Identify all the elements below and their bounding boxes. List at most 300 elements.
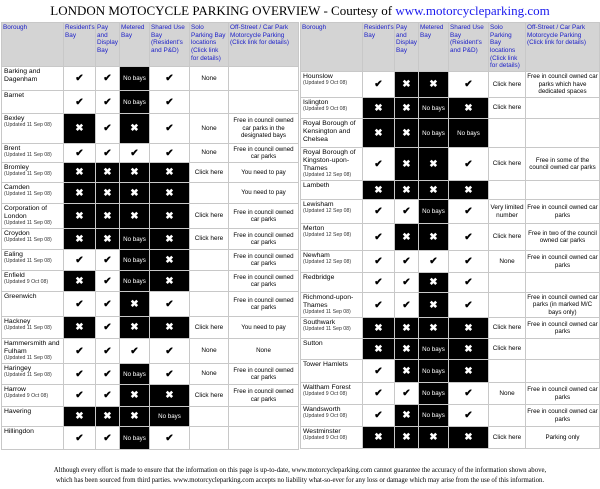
off-street-cell bbox=[229, 67, 299, 91]
off-street-cell: Free in council owned car parks bbox=[229, 385, 299, 407]
residents-tick-icon: ✔ bbox=[64, 385, 96, 407]
updated-date: (Updated 11 Sep 08) bbox=[4, 354, 52, 361]
pay-display-cross-icon: ✖ bbox=[395, 72, 419, 98]
updated-date: (Updated 12 Sep 08) bbox=[303, 171, 352, 178]
off-street-cell: None bbox=[229, 339, 299, 364]
solo-parking-cell: None bbox=[190, 144, 229, 163]
pay-display-cross-icon: ✖ bbox=[395, 318, 419, 339]
residents-tick-icon: ✔ bbox=[64, 144, 96, 163]
table-row bbox=[301, 200, 600, 224]
off-street-cell: You need to pay bbox=[229, 183, 299, 204]
metered-cross-icon: ✖ bbox=[419, 427, 449, 449]
shared-use-cross-icon: ✖ bbox=[449, 360, 489, 383]
borough-name: Sutton bbox=[303, 340, 323, 348]
pay-display-cross-icon: ✖ bbox=[395, 360, 419, 383]
borough-cell bbox=[301, 427, 363, 449]
solo-parking-link[interactable]: Click here bbox=[190, 204, 229, 229]
solo-parking-link[interactable]: Click here bbox=[489, 98, 526, 119]
solo-parking-cell bbox=[190, 183, 229, 204]
solo-parking-link[interactable]: Click here bbox=[489, 72, 526, 98]
off-street-cell bbox=[526, 339, 600, 360]
residents-cross-icon: ✖ bbox=[363, 339, 395, 360]
metered-cross-icon: ✖ bbox=[120, 317, 150, 339]
shared-use-cross-icon: ✖ bbox=[449, 339, 489, 360]
solo-parking-link[interactable]: Click here bbox=[190, 229, 229, 250]
off-street-cell: Free in council owned car parks bbox=[526, 405, 600, 427]
off-street-cell bbox=[229, 407, 299, 427]
borough-name: Tower Hamlets bbox=[303, 361, 348, 369]
borough-name: Hillingdon bbox=[4, 428, 34, 435]
residents-cross-icon: ✖ bbox=[363, 427, 395, 449]
borough-cell bbox=[2, 163, 64, 183]
metered-cross-icon: ✖ bbox=[419, 318, 449, 339]
solo-parking-cell bbox=[489, 405, 526, 427]
off-street-cell: Free in council owned car parks (in marked M/C bays only) bbox=[527, 293, 598, 316]
page-title bbox=[0, 3, 600, 19]
borough-cell bbox=[2, 144, 64, 163]
metered-no-bays: No bays bbox=[419, 200, 449, 224]
table-row bbox=[301, 383, 600, 405]
pay-display-cross-icon: ✖ bbox=[395, 181, 419, 200]
shared-use-tick-icon: ✔ bbox=[449, 383, 489, 405]
off-street-cell bbox=[229, 91, 299, 114]
header-residents-bay: Resident's Bay bbox=[64, 23, 96, 67]
pay-display-cross-icon: ✖ bbox=[96, 183, 120, 204]
borough-cell bbox=[2, 364, 64, 385]
borough-name: Richmond-upon-Thames bbox=[303, 294, 354, 309]
residents-cross-icon: ✖ bbox=[363, 119, 395, 148]
solo-parking-link[interactable]: Click here bbox=[489, 339, 526, 360]
residents-cross-icon: ✖ bbox=[363, 181, 395, 200]
metered-cross-icon: ✖ bbox=[120, 407, 150, 427]
residents-tick-icon: ✔ bbox=[363, 251, 395, 273]
borough-cell bbox=[2, 407, 64, 427]
header-shared-use-bay: Shared Use Bay (Resident's and P&D) bbox=[150, 23, 190, 67]
updated-date: (Updated 9 Oct 08) bbox=[4, 278, 49, 285]
off-street-cell bbox=[526, 273, 600, 293]
table-row bbox=[301, 224, 600, 251]
metered-no-bays: No bays bbox=[120, 364, 150, 385]
updated-date: (Updated 12 Sep 08) bbox=[303, 231, 352, 238]
residents-tick-icon: ✔ bbox=[64, 250, 96, 271]
off-street-cell: Free in council owned car parks which have dedicated spaces bbox=[526, 72, 600, 98]
parking-table-right bbox=[300, 22, 600, 449]
table-row bbox=[2, 114, 299, 144]
solo-parking-cell: None bbox=[190, 364, 229, 385]
table-row bbox=[2, 385, 299, 407]
solo-parking-link[interactable]: Click here bbox=[190, 317, 229, 339]
table-row bbox=[2, 229, 299, 250]
off-street-cell: Parking only bbox=[526, 427, 600, 449]
pay-display-tick-icon: ✔ bbox=[96, 292, 120, 317]
off-street-cell: Free in some of the council owned car parks bbox=[526, 148, 600, 181]
borough-name: Merton bbox=[303, 225, 325, 233]
shared-use-cross-icon: ✖ bbox=[150, 385, 190, 407]
table-row bbox=[301, 148, 600, 181]
updated-date: (Updated 9 Oct 08) bbox=[303, 434, 348, 441]
residents-tick-icon: ✔ bbox=[64, 292, 96, 317]
borough-name: Brent bbox=[4, 145, 21, 152]
metered-no-bays: No bays bbox=[419, 405, 449, 427]
updated-date: (Updated 9 Oct 08) bbox=[303, 390, 348, 397]
table-row bbox=[2, 204, 299, 229]
solo-parking-link[interactable]: Click here bbox=[190, 163, 229, 183]
table-row bbox=[301, 405, 600, 427]
borough-name: Lewisham bbox=[303, 201, 334, 209]
borough-cell bbox=[301, 405, 363, 427]
updated-date: (Updated 11 Sep 08) bbox=[4, 236, 52, 243]
table-row bbox=[2, 183, 299, 204]
shared-use-cross-icon: ✖ bbox=[150, 271, 190, 292]
pay-display-cross-icon: ✖ bbox=[96, 407, 120, 427]
off-street-cell: Free in council owned car parks bbox=[526, 318, 600, 339]
residents-tick-icon: ✔ bbox=[363, 360, 395, 383]
shared-use-cross-icon: ✖ bbox=[449, 98, 489, 119]
table-row bbox=[301, 181, 600, 200]
shared-use-tick-icon: ✔ bbox=[150, 91, 190, 114]
updated-date: (Updated 11 Sep 08) bbox=[4, 170, 52, 177]
pay-display-cross-icon: ✖ bbox=[395, 98, 419, 119]
shared-use-tick-icon: ✔ bbox=[150, 67, 190, 91]
off-street-cell: Free in two of the council owned car parks bbox=[526, 224, 600, 251]
updated-date: (Updated 11 Sep 08) bbox=[4, 324, 52, 331]
pay-display-tick-icon: ✔ bbox=[96, 317, 120, 339]
borough-cell bbox=[301, 251, 363, 273]
header-borough: Borough bbox=[2, 23, 64, 67]
residents-tick-icon: ✔ bbox=[64, 364, 96, 385]
shared-use-cross-icon: ✖ bbox=[150, 317, 190, 339]
off-street-cell: Free in council owned car parks bbox=[229, 271, 299, 292]
table-row bbox=[301, 251, 600, 273]
metered-no-bays: No bays bbox=[120, 427, 150, 450]
residents-cross-icon: ✖ bbox=[363, 98, 395, 119]
updated-date: (Updated 11 Sep 08) bbox=[303, 308, 351, 315]
borough-name: Barnet bbox=[4, 92, 25, 99]
borough-name: Croydon bbox=[4, 230, 30, 237]
pay-display-cross-icon: ✖ bbox=[96, 204, 120, 229]
pay-display-cross-icon: ✖ bbox=[395, 224, 419, 251]
metered-tick-icon: ✔ bbox=[120, 144, 150, 163]
residents-tick-icon: ✔ bbox=[363, 405, 395, 427]
shared-use-cross-icon: ✖ bbox=[150, 183, 190, 204]
updated-date: (Updated 9 Oct 08) bbox=[303, 412, 348, 419]
borough-name: Wandsworth bbox=[303, 406, 341, 414]
metered-no-bays: No bays bbox=[419, 119, 449, 148]
metered-cross-icon: ✖ bbox=[419, 293, 449, 318]
residents-tick-icon: ✔ bbox=[363, 293, 395, 318]
metered-no-bays: No bays bbox=[120, 250, 150, 271]
pay-display-tick-icon: ✔ bbox=[395, 200, 419, 224]
borough-name: Royal Borough of Kingston-upon-Thames bbox=[303, 149, 356, 172]
solo-parking-cell bbox=[489, 273, 526, 293]
shared-use-tick-icon: ✔ bbox=[150, 339, 190, 364]
borough-name: Southwark bbox=[303, 319, 336, 327]
metered-cross-icon: ✖ bbox=[120, 114, 150, 144]
table-row bbox=[301, 318, 600, 339]
off-street-cell bbox=[526, 181, 600, 200]
borough-cell bbox=[301, 339, 363, 360]
residents-cross-icon: ✖ bbox=[64, 271, 96, 292]
pay-display-cross-icon: ✖ bbox=[395, 339, 419, 360]
borough-name: Redbridge bbox=[303, 274, 335, 282]
metered-tick-icon: ✔ bbox=[120, 339, 150, 364]
shared-use-tick-icon: ✔ bbox=[449, 72, 489, 98]
borough-name: Barking and Dagenham bbox=[4, 68, 41, 83]
header-pay-display-bay: Pay and Display Bay bbox=[96, 23, 120, 67]
metered-cross-icon: ✖ bbox=[419, 224, 449, 251]
shared-use-cross-icon: ✖ bbox=[150, 204, 190, 229]
updated-date: (Updated 11 Sep 08) bbox=[4, 190, 52, 197]
solo-parking-link[interactable]: Click here bbox=[489, 224, 526, 251]
table-row bbox=[301, 339, 600, 360]
off-street-cell: Free in council owned car parks bbox=[526, 251, 600, 273]
solo-parking-cell bbox=[489, 293, 526, 318]
metered-cross-icon: ✖ bbox=[120, 292, 150, 317]
shared-use-tick-icon: ✔ bbox=[449, 251, 489, 273]
updated-date: (Updated 11 Sep 08) bbox=[4, 219, 52, 226]
header-off-street: Off-Street / Car Park Motorcycle Parking (Click link for details) bbox=[229, 23, 299, 67]
pay-display-tick-icon: ✔ bbox=[96, 250, 120, 271]
residents-tick-icon: ✔ bbox=[64, 427, 96, 450]
borough-name: Camden bbox=[4, 184, 30, 191]
off-street-cell: Free in council owned car parks bbox=[526, 200, 600, 224]
table-row bbox=[301, 72, 600, 98]
residents-tick-icon: ✔ bbox=[363, 273, 395, 293]
borough-cell bbox=[2, 183, 64, 204]
borough-cell bbox=[2, 204, 64, 229]
borough-cell bbox=[301, 360, 363, 383]
residents-cross-icon: ✖ bbox=[363, 318, 395, 339]
disclaimer bbox=[0, 466, 600, 486]
disclaimer-line: which has been sourced from third parties. www.motorcycleparking.com accepts no liability what-so-ever for any loss or damage which may arise from the use of this information. bbox=[55, 476, 545, 484]
pay-display-tick-icon: ✔ bbox=[96, 427, 120, 450]
solo-parking-link[interactable]: Click here bbox=[190, 385, 229, 407]
table-row bbox=[2, 427, 299, 450]
title-text: LONDON MOTOCYCLE PARKING OVERVIEW - Courtesy of bbox=[50, 3, 393, 18]
residents-tick-icon: ✔ bbox=[363, 383, 395, 405]
metered-cross-icon: ✖ bbox=[419, 72, 449, 98]
updated-date: (Updated 12 Sep 08) bbox=[303, 258, 352, 265]
borough-name: Corporation of London bbox=[4, 205, 48, 220]
table-row bbox=[2, 271, 299, 292]
borough-cell bbox=[2, 114, 64, 144]
shared-use-no-bays: No bays bbox=[150, 407, 190, 427]
borough-cell bbox=[301, 119, 363, 148]
metered-cross-icon: ✖ bbox=[120, 163, 150, 183]
table-row bbox=[2, 339, 299, 364]
header-shared-use-bay: Shared Use Bay (Resident's and P&D) bbox=[449, 23, 489, 72]
shared-use-cross-icon: ✖ bbox=[449, 427, 489, 449]
borough-cell bbox=[2, 292, 64, 317]
shared-use-tick-icon: ✔ bbox=[150, 144, 190, 163]
off-street-cell bbox=[229, 427, 299, 450]
pay-display-cross-icon: ✖ bbox=[395, 148, 419, 181]
metered-cross-icon: ✖ bbox=[120, 183, 150, 204]
pay-display-tick-icon: ✔ bbox=[96, 364, 120, 385]
pay-display-cross-icon: ✖ bbox=[96, 229, 120, 250]
shared-use-cross-icon: ✖ bbox=[449, 181, 489, 200]
table-row bbox=[2, 67, 299, 91]
header-borough: Borough bbox=[301, 23, 363, 72]
off-street-cell bbox=[526, 119, 600, 148]
shared-use-tick-icon: ✔ bbox=[150, 427, 190, 450]
borough-cell bbox=[2, 271, 64, 292]
metered-cross-icon: ✖ bbox=[120, 385, 150, 407]
updated-date: (Updated 9 Oct 08) bbox=[303, 105, 348, 112]
solo-parking-cell bbox=[190, 407, 229, 427]
borough-cell bbox=[301, 224, 363, 251]
header-residents-bay: Resident's Bay bbox=[363, 23, 395, 72]
borough-cell bbox=[2, 91, 64, 114]
metered-no-bays: No bays bbox=[120, 67, 150, 91]
off-street-cell: You need to pay bbox=[229, 317, 299, 339]
disclaimer-line: Although every effort is made to ensure that the information on this page is up-to-date, www.motorcycleparking.com cannot guarantee the accuracy of the information shown above, bbox=[53, 467, 547, 474]
metered-no-bays: No bays bbox=[419, 360, 449, 383]
off-street-cell bbox=[526, 98, 600, 119]
borough-name: Bexley bbox=[4, 115, 25, 122]
shared-use-cross-icon: ✖ bbox=[150, 250, 190, 271]
solo-parking-cell: None bbox=[190, 339, 229, 364]
solo-parking-cell bbox=[190, 292, 229, 317]
residents-tick-icon: ✔ bbox=[363, 224, 395, 251]
shared-use-cross-icon: ✖ bbox=[449, 318, 489, 339]
metered-no-bays: No bays bbox=[120, 229, 150, 250]
off-street-cell: Free in council owned car parks bbox=[229, 204, 299, 229]
updated-date: (Updated 12 Sep 08) bbox=[303, 207, 352, 214]
pay-display-tick-icon: ✔ bbox=[395, 273, 419, 293]
borough-name: Bromley bbox=[4, 164, 29, 171]
table-header-row bbox=[301, 23, 600, 72]
borough-name: Hammersmith and Fulham bbox=[4, 340, 60, 355]
metered-cross-icon: ✖ bbox=[419, 273, 449, 293]
shared-use-cross-icon: ✖ bbox=[150, 163, 190, 183]
table-row bbox=[2, 407, 299, 427]
updated-date: (Updated 11 Sep 08) bbox=[4, 151, 52, 158]
solo-parking-link[interactable]: Click here bbox=[489, 427, 526, 449]
borough-cell bbox=[2, 67, 64, 91]
residents-tick-icon: ✔ bbox=[363, 148, 395, 181]
borough-cell bbox=[301, 200, 363, 224]
borough-cell bbox=[301, 273, 363, 293]
header-metered-bay: Metered Bay bbox=[419, 23, 449, 72]
pay-display-tick-icon: ✔ bbox=[395, 383, 419, 405]
header-metered-bay: Metered Bay bbox=[120, 23, 150, 67]
pay-display-cross-icon: ✖ bbox=[96, 163, 120, 183]
pay-display-tick-icon: ✔ bbox=[96, 91, 120, 114]
pay-display-tick-icon: ✔ bbox=[96, 114, 120, 144]
solo-parking-cell bbox=[190, 91, 229, 114]
metered-cross-icon: ✖ bbox=[419, 148, 449, 181]
shared-use-tick-icon: ✔ bbox=[449, 148, 489, 181]
residents-cross-icon: ✖ bbox=[64, 183, 96, 204]
shared-use-cross-icon: ✖ bbox=[150, 229, 190, 250]
table-row bbox=[2, 144, 299, 163]
pay-display-cross-icon: ✖ bbox=[395, 427, 419, 449]
solo-parking-cell bbox=[190, 271, 229, 292]
shared-use-tick-icon: ✔ bbox=[449, 405, 489, 427]
table-row bbox=[301, 427, 600, 449]
table-header-row bbox=[2, 23, 299, 67]
residents-cross-icon: ✖ bbox=[64, 163, 96, 183]
borough-cell bbox=[2, 317, 64, 339]
site-link[interactable]: www.motorcycleparking.com bbox=[395, 3, 550, 18]
off-street-cell: Free in council owned car parks bbox=[229, 144, 299, 163]
residents-tick-icon: ✔ bbox=[64, 339, 96, 364]
residents-cross-icon: ✖ bbox=[64, 229, 96, 250]
off-street-cell: Free in council owned car parks bbox=[229, 229, 299, 250]
header-solo-parking: Solo Parking Bay locations (Click link for details) bbox=[190, 23, 229, 67]
borough-cell bbox=[2, 427, 64, 450]
pay-display-tick-icon: ✔ bbox=[96, 144, 120, 163]
table-row bbox=[2, 250, 299, 271]
borough-cell bbox=[301, 148, 363, 181]
borough-name: Enfield bbox=[4, 272, 25, 279]
solo-parking-cell bbox=[489, 119, 526, 148]
borough-name: Ealing bbox=[4, 251, 23, 258]
borough-name: Greenwich bbox=[4, 293, 37, 300]
shared-use-tick-icon: ✔ bbox=[449, 273, 489, 293]
solo-parking-cell: None bbox=[489, 251, 526, 273]
table-row bbox=[301, 360, 600, 383]
residents-tick-icon: ✔ bbox=[64, 67, 96, 91]
header-pay-display-bay: Pay and Display Bay bbox=[395, 23, 419, 72]
borough-cell bbox=[2, 385, 64, 407]
metered-no-bays: No bays bbox=[120, 91, 150, 114]
borough-name: Royal Borough of Kensington and Chelsea bbox=[303, 120, 356, 143]
solo-parking-link[interactable]: Click here bbox=[489, 148, 526, 181]
off-street-cell bbox=[526, 360, 600, 383]
metered-tick-icon: ✔ bbox=[419, 251, 449, 273]
pay-display-cross-icon: ✖ bbox=[395, 119, 419, 148]
borough-cell bbox=[301, 318, 363, 339]
metered-cross-icon: ✖ bbox=[419, 181, 449, 200]
metered-no-bays: No bays bbox=[419, 383, 449, 405]
table-row bbox=[301, 119, 600, 148]
shared-use-tick-icon: ✔ bbox=[150, 292, 190, 317]
shared-use-no-bays: No bays bbox=[449, 119, 489, 148]
borough-cell bbox=[301, 181, 363, 200]
header-solo-parking: Solo Parking Bay locations (Click link for details) bbox=[489, 23, 526, 72]
borough-name: Havering bbox=[4, 408, 32, 415]
table-row bbox=[2, 91, 299, 114]
residents-tick-icon: ✔ bbox=[363, 72, 395, 98]
off-street-cell: Free in council owned car parks bbox=[229, 250, 299, 271]
solo-parking-cell bbox=[489, 181, 526, 200]
residents-cross-icon: ✖ bbox=[64, 114, 96, 144]
shared-use-tick-icon: ✔ bbox=[449, 293, 489, 318]
off-street-cell: Free in council owned car parks in the designated bays bbox=[229, 114, 299, 144]
off-street-cell: You need to pay bbox=[229, 163, 299, 183]
header-off-street: Off-Street / Car Park Motorcycle Parking (Click link for details) bbox=[526, 23, 600, 72]
borough-name: Newham bbox=[303, 252, 330, 260]
off-street-cell: Free in council owned car parks bbox=[526, 383, 600, 405]
borough-cell bbox=[2, 339, 64, 364]
table-row bbox=[2, 317, 299, 339]
residents-tick-icon: ✔ bbox=[363, 200, 395, 224]
parking-table-left bbox=[1, 22, 299, 450]
table-row bbox=[2, 163, 299, 183]
borough-name: Westminster bbox=[303, 428, 341, 436]
solo-parking-cell: None bbox=[489, 383, 526, 405]
borough-name: Islington bbox=[303, 99, 329, 107]
solo-parking-link[interactable]: Click here bbox=[489, 318, 526, 339]
borough-name: Lambeth bbox=[303, 182, 330, 190]
residents-cross-icon: ✖ bbox=[64, 407, 96, 427]
metered-no-bays: No bays bbox=[419, 339, 449, 360]
borough-name: Hackney bbox=[4, 318, 31, 325]
updated-date: (Updated 11 Sep 08) bbox=[4, 257, 52, 264]
borough-name: Harrow bbox=[4, 386, 26, 393]
